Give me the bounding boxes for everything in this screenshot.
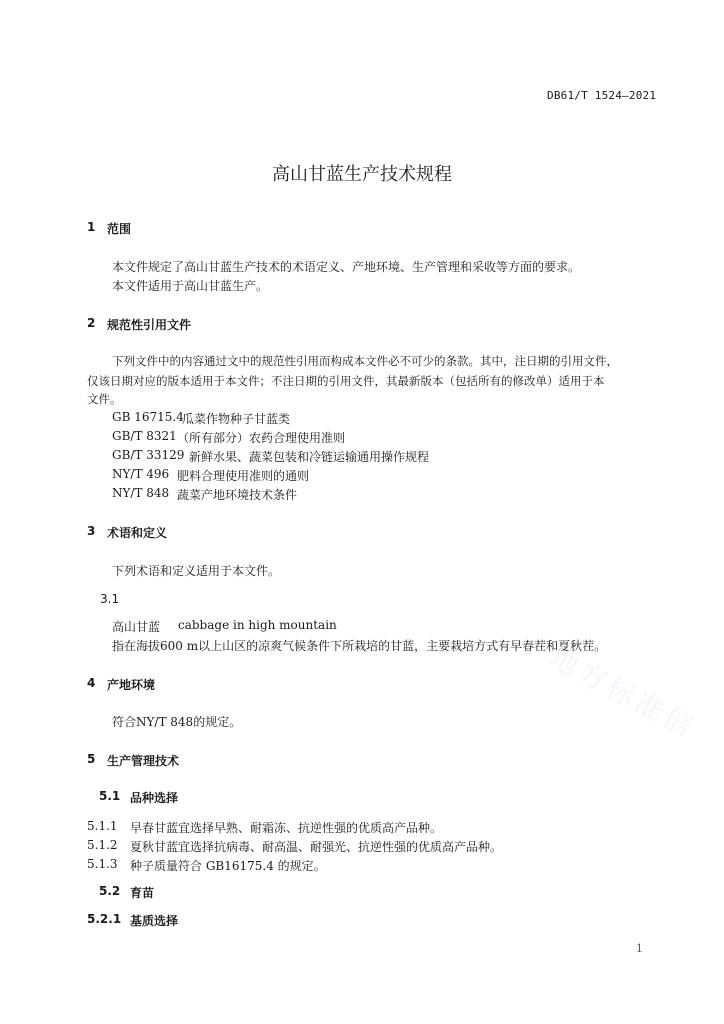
reference-code: GB 16715.4	[112, 410, 184, 424]
section-2-title: 规范性引用文件	[107, 318, 192, 332]
section-5-1-title: 品种选择	[130, 791, 179, 805]
section-1-number: 1	[87, 220, 96, 234]
clause-text: 种子质量符合 GB16175.4 的规定。	[130, 859, 326, 873]
reference-title: 新鲜水果、蔬菜包装和冷链运输通用操作规程	[189, 450, 430, 464]
reference-code: NY/T 496	[112, 467, 170, 481]
term-3-1-definition: 指在海拔600 m以上山区的凉爽气候条件下所栽培的甘蓝，主要栽培方式有早春茬和夏秋茬。	[112, 639, 607, 653]
clause-text: 早春甘蓝宜选择早熟、耐霜冻、抗逆性强的优质高产品种。	[130, 821, 443, 835]
clause-text: 夏秋甘蓝宜选择抗病毒、耐高温、耐强光、抗逆性强的优质高产品种。	[130, 840, 503, 854]
section-2-intro-line-2: 仅该日期对应的版本适用于本文件；不注日期的引用文件，其最新版本（包括所有的修改单）适用于本	[87, 374, 605, 388]
clause-number: 5.1.1	[87, 819, 118, 833]
term-3-1-chinese: 高山甘蓝	[112, 620, 161, 634]
section-5-number: 5	[87, 752, 96, 766]
page-number: 1	[636, 942, 643, 955]
section-1-title: 范围	[107, 222, 132, 236]
term-3-1-number: 3.1	[100, 592, 120, 606]
section-1-para-1: 本文件规定了高山甘蓝生产技术的术语定义、产地环境、生产管理和采收等方面的要求。	[112, 260, 581, 274]
watermark: 地方标准信	[544, 640, 701, 745]
reference-title: （所有部分）农药合理使用准则	[177, 431, 346, 445]
section-2-number: 2	[87, 316, 96, 330]
section-5-2-1-number: 5.2.1	[87, 912, 122, 926]
reference-title: 肥料合理使用准则的通则	[177, 469, 310, 483]
term-3-1-english: cabbage in high mountain	[178, 618, 337, 632]
reference-code: GB/T 8321	[112, 429, 177, 443]
section-3-number: 3	[87, 524, 96, 538]
section-3-intro: 下列术语和定义适用于本文件。	[112, 564, 281, 578]
section-3-title: 术语和定义	[107, 526, 168, 540]
document-code: DB61/T 1524—2021	[547, 89, 657, 102]
clause-number: 5.1.3	[87, 857, 118, 871]
reference-title: 瓜菜作物种子甘蓝类	[182, 412, 291, 426]
section-5-2-1-title: 基质选择	[130, 914, 179, 928]
reference-code: GB/T 33129	[112, 448, 185, 462]
section-5-1-number: 5.1	[99, 789, 121, 803]
document-title: 高山甘蓝生产技术规程	[272, 164, 452, 185]
section-1-para-2: 本文件适用于高山甘蓝生产。	[112, 279, 269, 293]
section-4-title: 产地环境	[107, 678, 156, 692]
section-5-2-title: 育苗	[130, 886, 155, 900]
section-5-2-number: 5.2	[99, 884, 121, 898]
reference-title: 蔬菜产地环境技术条件	[177, 488, 298, 502]
section-2-intro-line-3: 文件。	[87, 392, 122, 406]
clause-number: 5.1.2	[87, 838, 118, 852]
section-4-text: 符合NY/T 848的规定。	[112, 715, 242, 729]
section-4-number: 4	[87, 676, 96, 690]
section-2-intro-line-1: 下列文件中的内容通过文中的规范性引用而构成本文件必不可少的条款。其中，注日期的引用文件，	[112, 354, 618, 368]
reference-code: NY/T 848	[112, 486, 170, 500]
section-5-title: 生产管理技术	[107, 754, 180, 768]
